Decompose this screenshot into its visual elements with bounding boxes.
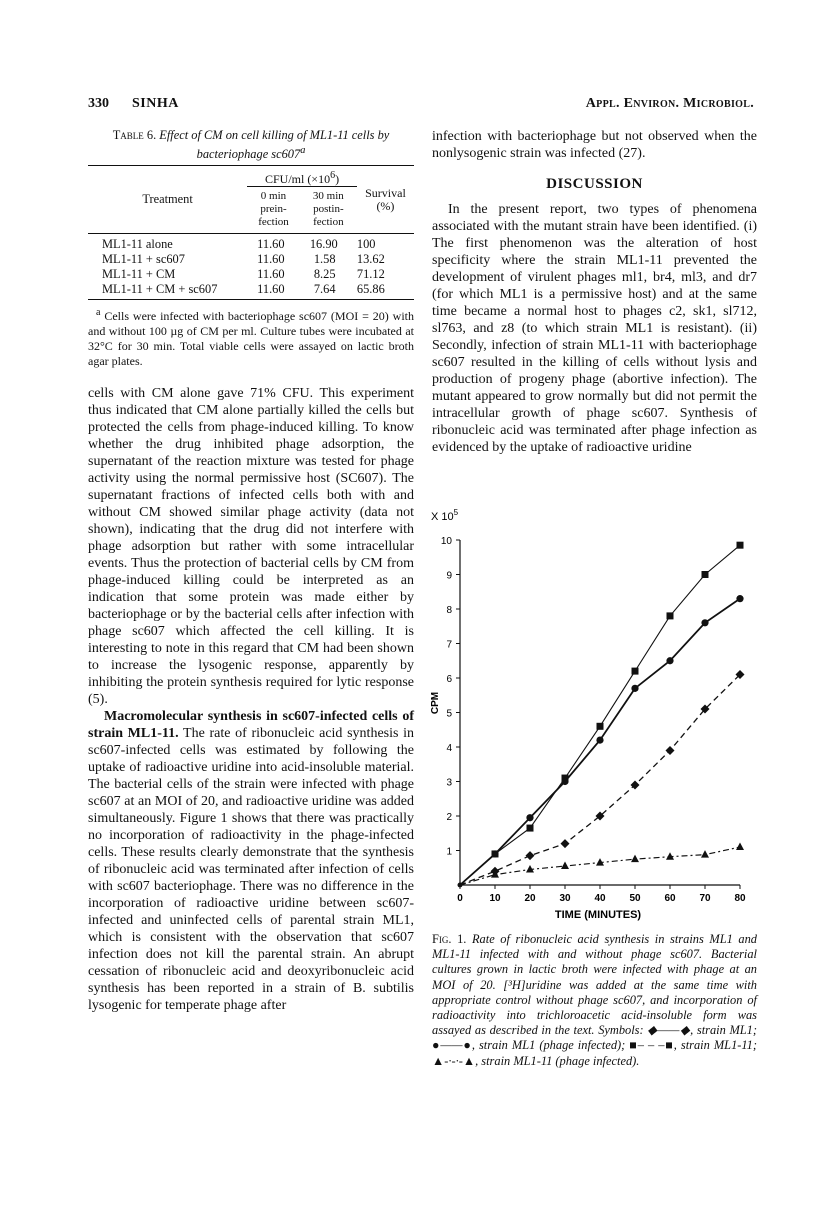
- col-header-cfu: [247, 166, 357, 187]
- cfu-exponent: 6: [330, 170, 336, 182]
- data-point: [526, 851, 535, 860]
- x-tick-label: 10: [489, 893, 501, 904]
- figure-1-chart: [426, 508, 766, 928]
- series-line: [460, 847, 740, 885]
- cell-treatment: ML1-11 alone: [102, 237, 173, 252]
- cell-t0: 11.60: [257, 237, 285, 252]
- y-tick-label: 8: [446, 605, 452, 616]
- x-tick-label: 80: [734, 893, 746, 904]
- data-point: [701, 619, 708, 626]
- x-tick-label: 60: [664, 893, 676, 904]
- body-paragraph: [88, 708, 414, 1014]
- cell-survival: 100: [356, 237, 376, 252]
- figure-label: Fig. 1.: [432, 932, 467, 946]
- table-footnote: [88, 305, 414, 369]
- table-label: Table 6.: [112, 128, 157, 142]
- data-point: [666, 657, 673, 664]
- col-header-0min: 0 min prein- fection: [247, 187, 300, 234]
- cell-treatment: ML1-11 + CM + sc607: [102, 282, 218, 297]
- paragraph-text: The rate of ribonucleic acid synthesis in sc607-infected cells was estimated by following the uptake of radioactive uridine into acid-insoluble material. The bacterial cells of the strain were infected with phage sc607 at an MOI of 20, and radioactive uridine was added simultaneously. Figure 1 shows that there was practically no incorporation of radioactivity in the phage-infected cells. These results clearly demonstrate that the synthesis of ribonucleic acid was terminated after infection of cells with sc607 bacteriophage. There was no difference in the incorporation of radioactive uridine between sc607-infected and uninfected cells of parental strain ML1, which is consistent with the observation that sc607 infection does not kill the parental strain. An abrupt cessation of ribonucleic acid and deoxyribonucleic acid synthesis has been reported in a strain of B. subtilis lysogenic for temperate phage after: [88, 726, 414, 1014]
- data-point: [667, 612, 674, 619]
- y-tick-label: 10: [440, 536, 452, 547]
- cell-t30: 1.58: [313, 252, 336, 267]
- cell-t0: 11.60: [257, 267, 285, 282]
- paragraph-heading: Macromolecular synthesis in sc607-infected cells of strain ML1-11.: [88, 709, 414, 742]
- page-number: 330: [88, 96, 109, 111]
- y-scale-label: X $10^5$: [431, 508, 459, 523]
- table-row: [88, 267, 414, 282]
- data-point: [666, 746, 675, 755]
- data-point: [561, 862, 569, 870]
- body-paragraph: infection with bacteriophage but not observed when the nonlysogenic strain was infected (27).: [432, 129, 757, 161]
- y-tick-label: 4: [446, 743, 452, 754]
- y-tick-label: 6: [446, 674, 452, 685]
- table-title-footnote-mark: a: [300, 145, 306, 156]
- data-point: [631, 685, 638, 692]
- data-point: [596, 737, 603, 744]
- data-point: [491, 850, 498, 857]
- body-paragraph: cells with CM alone gave 71% CFU. This experiment thus indicated that CM alone partially killed the cells but protected the cells from phage-induced killing. To know whether the drug inhibited phage adsorption, the supernatant of the reaction mixture was tested for phage activity using the normal permissive host (SC607). The supernatant fractions of infected cells both with and without CM showed similar phage activity (data not shown), indicating that the drug did not interfere with phage adsorption but rather with some intracellular events. Thus the protection of bacterial cells by CM from phage-induced killing could be interpreted as an indication that some protein was made either by bacteriophage or by the bacterial cells after infection with phage sc607 which affected the cell killing. It is interesting to note in this regard that CM had been shown to increase the lysogenic response, apparently by inhibiting the protein synthesis required for lytic response (5).: [88, 386, 414, 708]
- series-line: [460, 675, 740, 885]
- cell-survival: 13.62: [356, 252, 385, 267]
- y-tick-label: 1: [446, 846, 452, 858]
- col-header-30min: 30 min postin- fection: [300, 187, 357, 234]
- table-title: Effect of CM on cell killing of ML1-11 cells by bacteriophage sc607: [159, 128, 390, 162]
- cfu-label-end: ): [335, 172, 340, 187]
- data-point: [561, 778, 568, 785]
- data-point: [702, 571, 709, 578]
- body-paragraph: In the present report, two types of phenomena associated with the mutant strain have been identified. (i) The first phenomenon was the alteration of host specificity where the strain ML1-11 prevented the development of virulent phages ml1, br4, ml3, and dr7 (for which ML1 is a permissive host) and at the same time became a normal host to phages c2, sk1, sl712, sl763, and z8 (to which strain ML1 is resistant). (ii) Secondly, infection of strain ML1-11 with bacteriophage sc607 resulted in the killing of cells without lysis and production of progeny phage (abortive infection). The mutant appeared to grow normally but did not permit the intracellular growth of phage sc607. Synthesis of ribonucleic acid was terminated after phage infection as evidenced by the uptake of radioactive uridine: [432, 202, 757, 455]
- cell-t0: 11.60: [257, 252, 285, 267]
- cell-treatment: ML1-11 + CM: [102, 267, 176, 282]
- x-axis-label: TIME (MINUTES): [554, 909, 642, 921]
- cell-t30: 7.64: [313, 282, 336, 297]
- x-tick-label: 50: [629, 893, 641, 904]
- cfu-label: CFU/ml (×10: [264, 172, 331, 187]
- data-point: [597, 723, 604, 730]
- series-line: [460, 545, 740, 885]
- data-point: [631, 855, 639, 863]
- cell-t30: 8.25: [313, 267, 336, 282]
- series-group: [458, 542, 745, 888]
- figure-caption-text: Rate of ribonucleic acid synthesis in strains ML1 and ML1-11 infected with and without phage sc607. Bacterial cultures grown in lactic broth were infected with phage at an MOI of 20. [³H]uridine was added at the same time with appropriate control without phage sc607, and incorporation of radioactivity into trichloroacetic acid-insoluble form was assayed as described in the text. Symbols: ◆——◆, strain ML1; ●——●, strain ML1 (phage infected); ■– – –■, strain ML1-11; ▲-·-·-▲, strain ML1-11 (phage infected).: [432, 932, 757, 1068]
- cell-t30: 16.90: [309, 237, 338, 252]
- x-tick-label: 70: [699, 893, 711, 904]
- figure-caption: [432, 932, 757, 1069]
- x-tick-label: 20: [524, 893, 536, 904]
- footnote-mark: a: [96, 307, 101, 319]
- author-name: SINHA: [132, 96, 179, 111]
- axes: [441, 536, 746, 904]
- data-point: [526, 814, 533, 821]
- table-row: [88, 234, 414, 253]
- y-tick-label: 5: [446, 708, 452, 720]
- data-point: [631, 780, 640, 789]
- table-row: [88, 282, 414, 300]
- y-tick-label: 7: [446, 639, 452, 651]
- cell-survival: 65.86: [356, 282, 385, 297]
- data-point: [527, 825, 534, 832]
- x-tick-label: 30: [559, 893, 571, 904]
- y-tick-label: 3: [446, 777, 452, 789]
- footnote-text: Cells were infected with bacteriophage sc607 (MOI = 20) with and without 100 µg of CM per ml. Culture tubes were incubated at 32°C for 30 min. Total viable cells were assayed on lactic broth agar plates.: [88, 309, 414, 369]
- data-point: [561, 839, 570, 848]
- table-caption: [88, 128, 414, 162]
- cell-treatment: ML1-11 + sc607: [102, 252, 185, 267]
- data-point: [701, 850, 709, 858]
- data-point: [632, 668, 639, 675]
- y-axis-label: CPM: [430, 691, 441, 715]
- right-column: [432, 128, 757, 456]
- y-tick-label: 9: [446, 570, 452, 582]
- cell-t0: 11.60: [257, 282, 285, 297]
- x-tick-label: 0: [457, 893, 463, 904]
- data-point: [737, 542, 744, 549]
- data-point: [736, 843, 744, 851]
- col-header-survival: Survival (%): [357, 166, 414, 234]
- journal-name: Appl. Environ. Microbiol.: [585, 96, 754, 111]
- x-tick-label: 40: [594, 893, 606, 904]
- col-header-treatment: Treatment: [88, 166, 247, 234]
- table-6: [88, 165, 414, 300]
- y-tick-label: 2: [446, 812, 452, 823]
- left-column: [88, 128, 414, 1014]
- cell-survival: 71.12: [356, 267, 385, 282]
- section-heading: DISCUSSION: [546, 176, 643, 192]
- table-row: [88, 252, 414, 267]
- running-header: [88, 96, 754, 116]
- origin-point: [458, 883, 463, 888]
- data-point: [736, 595, 743, 602]
